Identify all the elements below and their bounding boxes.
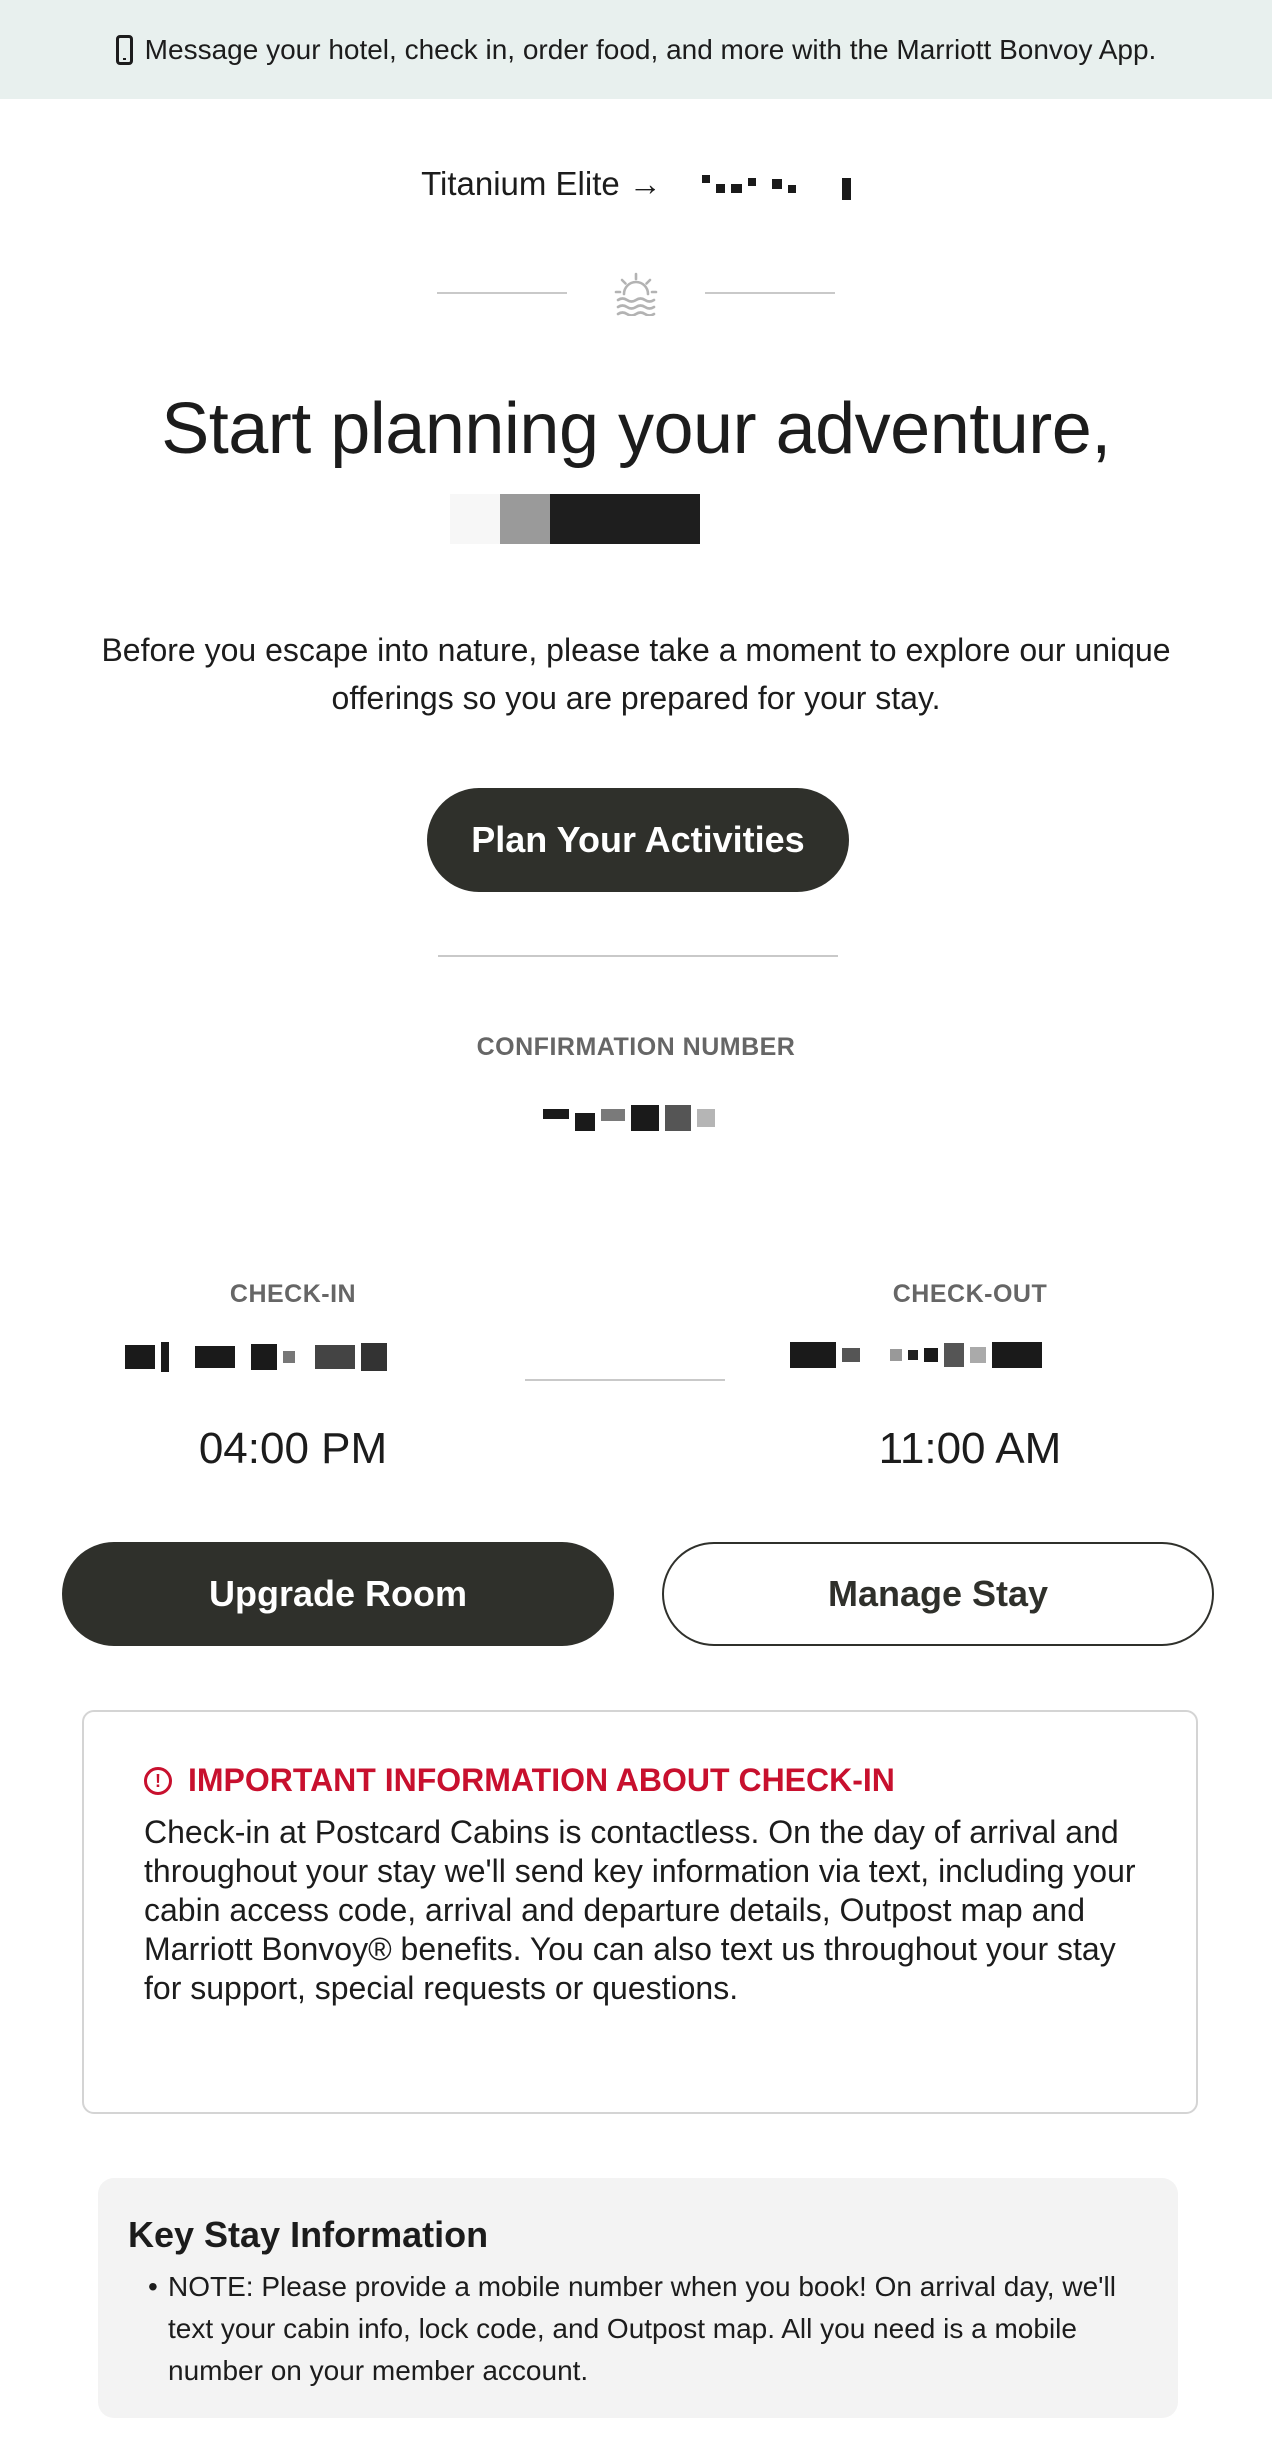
upgrade-room-button[interactable]: Upgrade Room [62,1542,614,1646]
section-divider [438,955,838,957]
app-promo-banner[interactable] [0,0,1272,99]
tier-status-link[interactable]: Titanium Elite → [421,165,662,202]
divider-line-left [437,292,567,294]
app-promo-text: Message your hotel, check in, order food, and more with the Marriott Bonvoy App. [144,33,1157,65]
alert-circle-icon: ! [144,1767,172,1795]
member-tier-row [0,165,1272,203]
check-out-time: 11:00 AM [878,1424,1062,1473]
check-in-notice-card [82,1710,1198,2114]
confirmation-number-label: CONFIRMATION NUMBER [476,1033,796,1061]
key-stay-information-panel [98,2178,1178,2418]
sunrise-divider [0,270,1272,316]
notice-heading [144,1762,1136,1799]
key-stay-list [128,2266,1148,2392]
page-headline: Start planning your adventure, [161,389,1111,469]
check-in-date-redacted [125,1342,387,1372]
sunrise-over-water-icon [613,270,659,316]
intro-text: Before you escape into nature, please take a moment to explore our unique offerings so you are prepared for your stay. [101,632,1171,716]
check-in-label: CHECK-IN [229,1280,357,1308]
check-out-date-redacted [790,1342,1042,1368]
confirmation-number-redacted [543,1105,715,1131]
stay-range-line [525,1379,725,1381]
member-number-redacted [702,168,851,200]
divider-line-right [705,292,835,294]
manage-stay-button[interactable]: Manage Stay [662,1542,1214,1646]
guest-name-redacted [450,494,700,544]
phone-icon [116,35,133,65]
check-in-time: 04:00 PM [198,1424,388,1473]
key-stay-title: Key Stay Information [128,2214,489,2255]
plan-activities-button[interactable]: Plan Your Activities [427,788,849,892]
notice-title: IMPORTANT INFORMATION ABOUT CHECK-IN [188,1762,895,1798]
list-item: • NOTE: Please provide a mobile number when you book! On arrival day, we'll text your cabin info, lock code, and Outpost map. All you need is a mobile number on your member account. [128,2266,1148,2392]
check-out-label: CHECK-OUT [892,1280,1048,1308]
notice-body: Check-in at Postcard Cabins is contactless. On the day of arrival and throughout your stay we'll send key information via text, including your cabin access code, arrival and departure details, Outpost map and Marriott Bonvoy® benefits. You can also text us throughout your stay for support, special requests or questions. [144,1814,1136,2006]
